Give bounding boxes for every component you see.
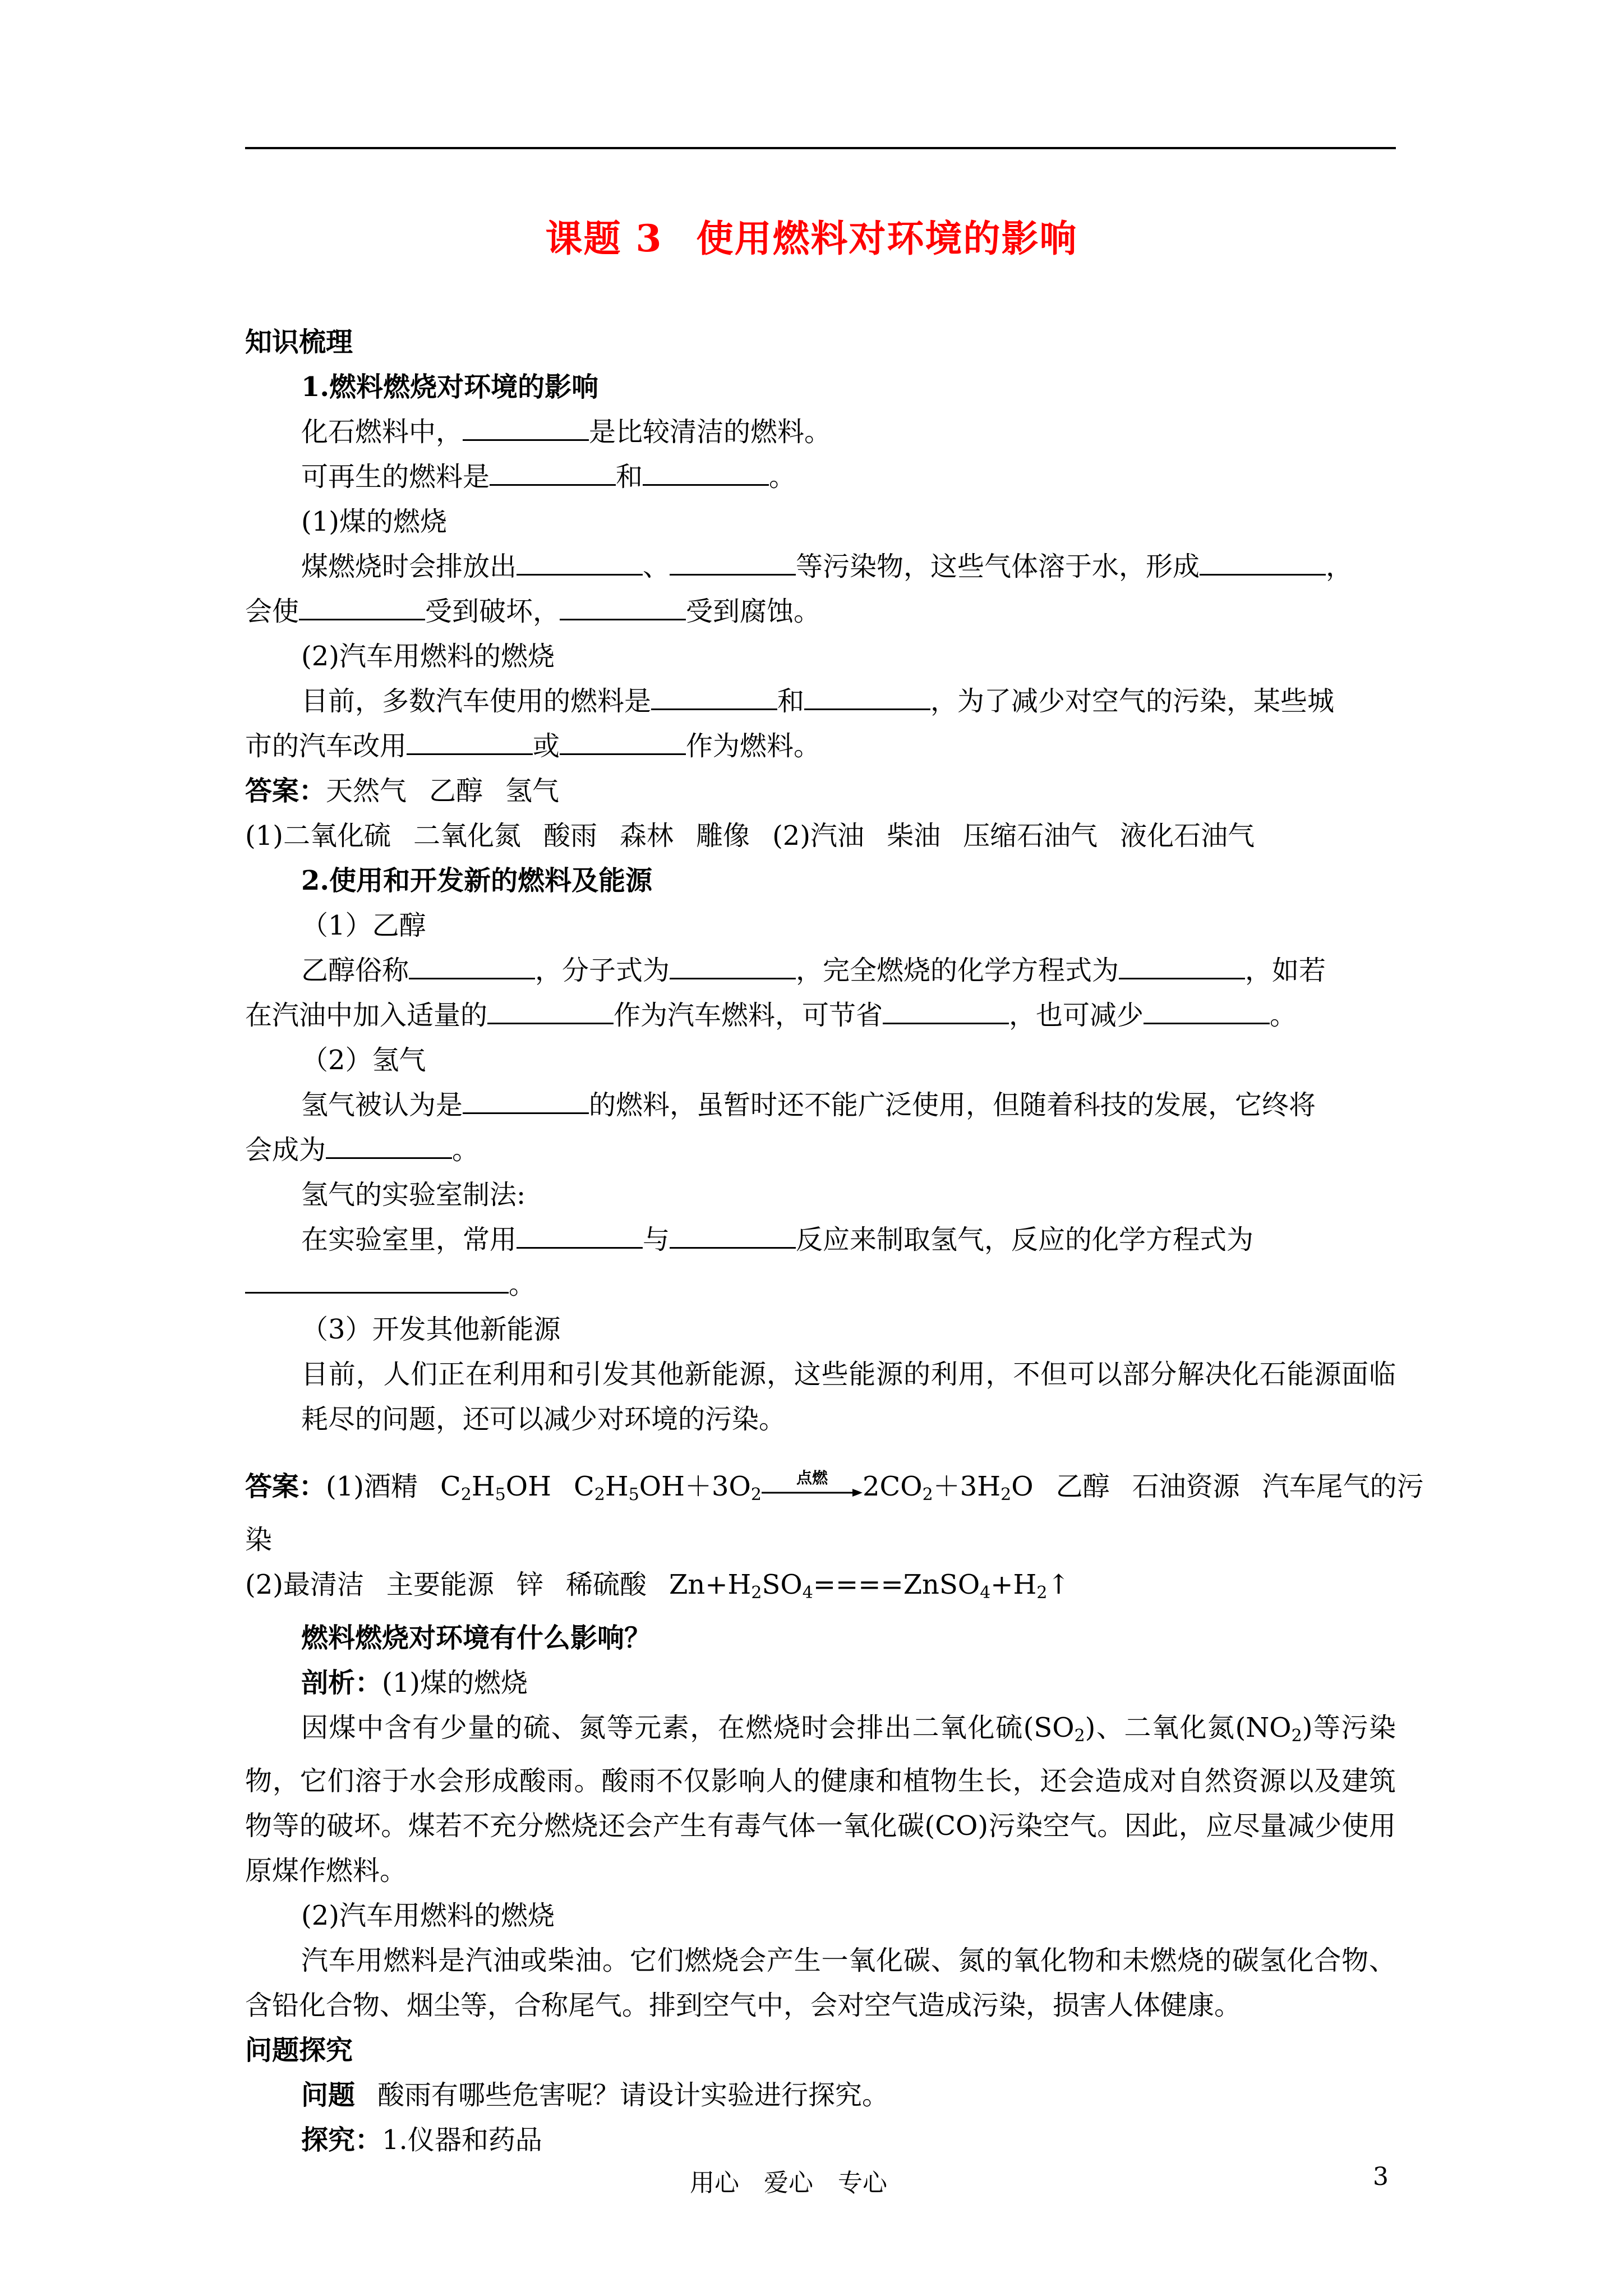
answer-blank <box>490 462 616 486</box>
answer-line: 答案：(1)酒精 $C_2H_5OH$ $C_2H_5OH+3O_2$ 点燃 $2CO_2+3H_2O$ 乙醇 石油资源 汽车尾气的污 <box>245 1464 1396 1517</box>
subsection-heading: 1.燃料燃烧对环境的影响 <box>301 371 599 403</box>
section-heading: 问题探究 <box>245 2035 353 2066</box>
answer-blank <box>1119 955 1245 979</box>
answer-blank <box>883 1000 1009 1024</box>
answer-blank <box>463 1090 589 1114</box>
analysis-heading: 剖析：(1)煤的燃烧 <box>301 1667 528 1699</box>
fill-line: 在实验室里，常用 与 反应来制取氢气，反应的化学方程式为 <box>301 1224 1254 1255</box>
answer-blank <box>407 731 533 755</box>
item-heading: (2)汽车用燃料的燃烧 <box>301 1900 555 1931</box>
item-heading: (2)汽车用燃料的燃烧 <box>301 641 555 672</box>
answer-blank <box>670 1225 796 1249</box>
answer-blank <box>487 1000 614 1024</box>
answer-blank <box>804 686 930 710</box>
answer-blank <box>670 551 796 576</box>
inquiry-line: 探究：1.仪器和药品 <box>301 2124 542 2156</box>
fill-line: 化石燃料中， 是比较清洁的燃料。 <box>301 416 832 448</box>
page-title <box>0 209 1623 262</box>
answer-blank <box>517 1225 643 1249</box>
reaction-condition: 点燃 <box>796 1468 828 1487</box>
answer-blank <box>560 596 686 620</box>
answer-line: (1)二氧化硫 二氧化氮 酸雨 森林 雕像 (2)汽油 柴油 压缩石油气 液化石油气 <box>245 820 1255 852</box>
body-paragraph: 目前，人们正在利用和引发其他新能源，这些能源的利用，不但可以部分解决化石能源面临耗尽的问题，还可以减少对环境的污染。 <box>301 1359 1396 1435</box>
answer-blank <box>560 731 686 755</box>
answer-blank <box>299 596 425 620</box>
subsection-heading: 2.使用和开发新的燃料及能源 <box>301 865 653 896</box>
answer-blank <box>1144 1000 1270 1024</box>
fill-line: 会成为 。 <box>245 1134 479 1166</box>
answer-blank <box>651 686 777 710</box>
question-heading: 燃料燃烧对环境有什么影响？ <box>301 1622 652 1654</box>
fill-line: 会使 受到破坏， 受到腐蚀。 <box>245 596 821 627</box>
fill-line: 。 <box>245 1262 1396 1307</box>
answer-blank <box>517 551 643 576</box>
fill-line: 在汽油中加入适量的 作为汽车燃料，可节省 ，也可减少 。 <box>245 1000 1297 1031</box>
answer-blank <box>245 1269 509 1294</box>
formula-ethanol: $C_2H_5OH$ <box>440 1471 552 1504</box>
footer-motto: 用心 爱心 专心 <box>690 2169 887 2197</box>
equation-right: $2CO_2+3H_2O$ <box>863 1471 1034 1504</box>
title-name: 使用燃料对环境的影响 <box>696 217 1078 260</box>
item-heading: （2）氢气 <box>301 1045 426 1076</box>
fill-line: 可再生的燃料是 和 。 <box>301 461 796 493</box>
answer-blank <box>463 417 589 441</box>
item-heading: 氢气的实验室制法: <box>301 1179 526 1211</box>
fill-line: 乙醇俗称 ，分子式为 ，完全燃烧的化学方程式为 ，如若 <box>301 955 1326 986</box>
answer-blank <box>326 1135 452 1159</box>
fill-line: 煤燃烧时会排放出 、 等污染物，这些气体溶于水，形成 ， <box>301 551 1353 582</box>
item-heading: (1)煤的燃烧 <box>301 506 447 537</box>
fill-line: 目前，多数汽车使用的燃料是 和 ，为了减少对空气的污染，某些城 <box>301 685 1335 717</box>
header-rule <box>245 147 1396 149</box>
question-line: 问题 酸雨有哪些危害呢？请设计实验进行探究。 <box>301 2079 889 2111</box>
item-heading: （1）乙醇 <box>301 910 426 941</box>
answer-blank <box>670 955 796 979</box>
section-heading: 知识梳理 <box>245 326 353 358</box>
item-heading: （3）开发其他新能源 <box>301 1314 561 1345</box>
equation-zinc: $Zn+H_2SO_4====ZnSO_4+H_2↑$ <box>669 1569 1070 1603</box>
equation-left: $C_2H_5OH+3O_2$ <box>574 1471 762 1504</box>
answer-line: 答案：天然气 乙醇 氢气 <box>245 775 560 807</box>
reaction-arrow <box>762 1468 863 1503</box>
body-paragraph: 因煤中含有少量的硫、氮等元素，在燃烧时会排出二氧化硫$(SO_2)$、二氧化氮$(NO_2)$等污染物，它们溶于水会形成酸雨。酸雨不仅影响人的健康和植物生长，还会造成对自然资源以及建筑物等的破坏。煤若不充分燃烧还会产生有毒气体一氧化碳(CO)污染空气。因此，应尽量减少使用原煤作燃料。 <box>245 1712 1396 1887</box>
answer-line: 染 <box>245 1524 273 1556</box>
fill-line: 氢气被认为是 的燃料，虽暂时还不能广泛使用，但随着科技的发展，它终将 <box>301 1089 1316 1121</box>
body-paragraph: 汽车用燃料是汽油或柴油。它们燃烧会产生一氧化碳、氮的氧化物和未燃烧的碳氢化合物、含铅化合物、烟尘等，合称尾气。排到空气中，会对空气造成污染，损害人体健康。 <box>245 1945 1396 2021</box>
title-topic: 课题 3 <box>545 217 663 260</box>
document-body <box>245 320 1424 2162</box>
answer-blank <box>409 955 535 979</box>
fill-line: 市的汽车改用 或 作为燃料。 <box>245 730 821 762</box>
page-number: 3 <box>1373 2162 1389 2191</box>
answer-blank <box>643 462 769 486</box>
answer-line: (2)最清洁 主要能源 锌 稀硫酸 $Zn+H_2SO_4====ZnSO_4+H_2↑$ <box>245 1569 1070 1603</box>
answer-blank <box>1200 551 1326 576</box>
